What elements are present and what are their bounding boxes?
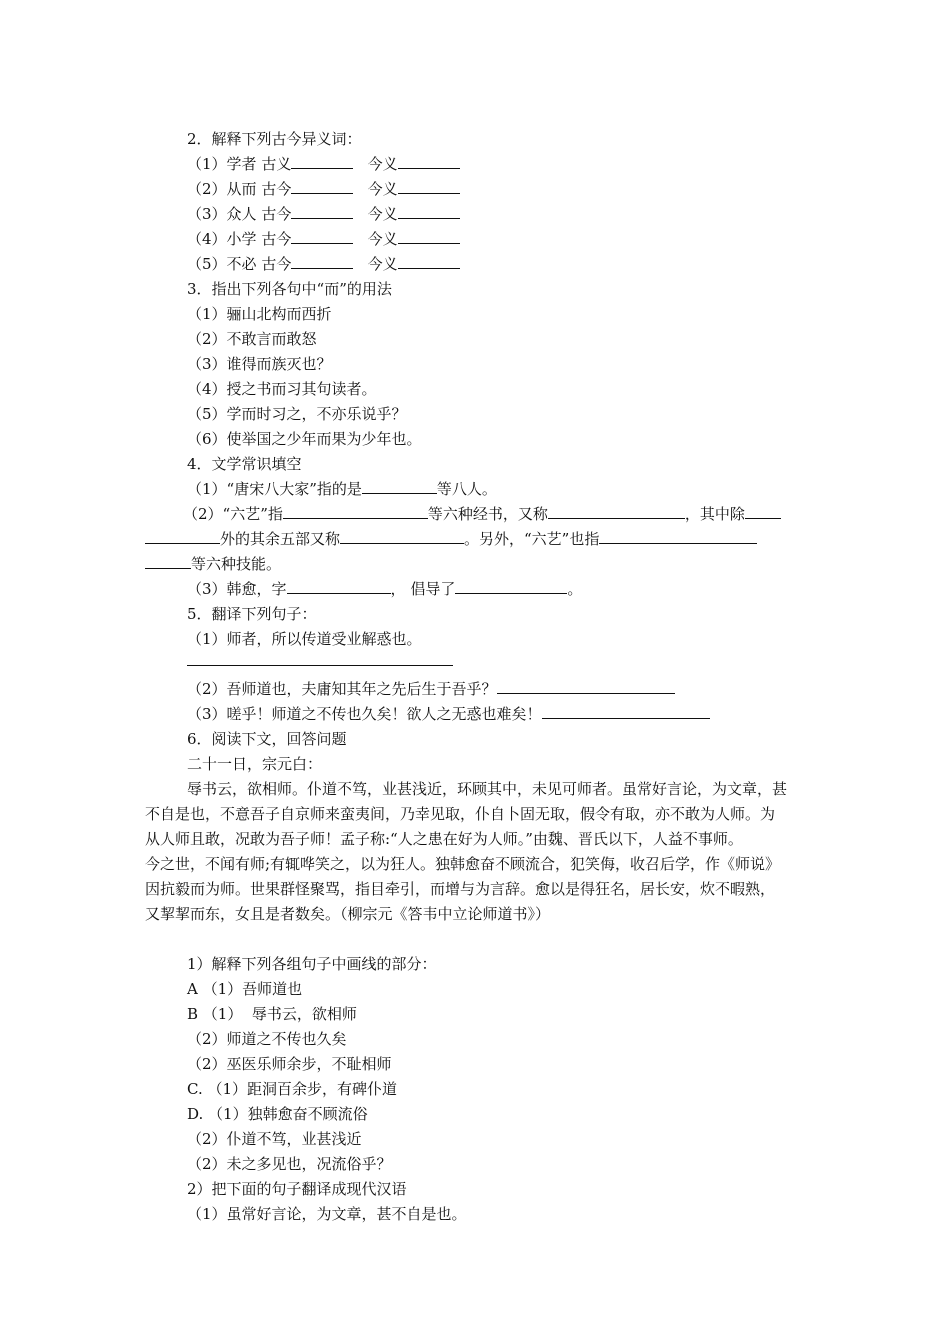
sub1-item: C. （1）距洞百余步，有碑仆道 <box>187 1080 398 1098</box>
q5-title: 5．翻译下列句子： <box>187 605 317 623</box>
q2-item: （4）小学 古今 今义 <box>187 229 460 249</box>
q4-line-3: 外的其余五部又称 。另外，“六艺”也指 <box>145 529 757 549</box>
q5-sentence-1: （1）师者，所以传道受业解惑也。 <box>187 630 422 648</box>
q3-item: （3）谁得而族灭也？ <box>187 355 332 373</box>
passage-line: 辱书云，欲相师。仆道不笃，业甚浅近，环顾其中，未见可师者。虽常好言论，为文章，甚 <box>187 780 788 798</box>
passage-line: 又挈挈而东，女且是者数矣。（柳宗元《答韦中立论师道书》） <box>145 905 551 923</box>
q2-item: （5）不必 古今 今义 <box>187 254 460 274</box>
passage-line: 从人师且敢，况敢为吾子师！孟子称:“人之患在好为人师。”由魏、晋氏以下，人益不事师。 <box>145 830 743 848</box>
passage-line: 不自是也，不意吾子自京师来蛮夷间，乃幸见取，仆自卜固无取，假令有取，亦不敢为人师。为 <box>145 805 776 823</box>
q6-title: 6．阅读下文，回答问题 <box>187 730 347 748</box>
q2-title: 2．解释下列古今异义词： <box>187 130 362 148</box>
q4-title: 4．文学常识填空 <box>187 455 302 473</box>
passage-line: 今之世，不闻有师;有辄哗笑之，以为狂人。独韩愈奋不顾流合，犯笑侮，收召后学，作《师说》 <box>145 855 781 873</box>
sub2-title: 2）把下面的句子翻译成现代汉语 <box>187 1180 407 1198</box>
q4-line-2: （2）“六艺”指 等六种经书，又称 ，其中除 <box>183 504 781 524</box>
sub1-item: （2）巫医乐师余步，不耻相师 <box>187 1055 392 1073</box>
q3-item: （4）授之书而习其句读者。 <box>187 380 377 398</box>
q3-item: （2）不敢言而敢怒 <box>187 330 317 348</box>
q2-item: （1）学者 古义 今义 <box>187 154 460 174</box>
sub1-item: B （1） 辱书云，欲相师 <box>187 1005 357 1023</box>
sub2-item: （1）虽常好言论，为文章，甚不自是也。 <box>187 1205 467 1223</box>
q3-item: （6）使举国之少年而果为少年也。 <box>187 430 422 448</box>
q4-line-4: 等六种技能。 <box>145 554 281 574</box>
sub1-item: （2）未之多见也，况流俗乎？ <box>187 1155 392 1173</box>
sub1-title: 1）解释下列各组句子中画线的部分： <box>187 955 437 973</box>
sub1-item: （2）师道之不传也久矣 <box>187 1030 347 1048</box>
q2-item: （2）从而 古今 今义 <box>187 179 460 199</box>
sub1-item: A （1）吾师道也 <box>187 980 303 998</box>
passage-line: 因抗毅而为师。世果群怪聚骂，指目牵引，而增与为言辞。愈以是得狂名，居长安，炊不暇熟， <box>145 880 776 898</box>
q4-line-1: （1）“唐宋八大家”指的是 等八人。 <box>187 480 497 498</box>
q5-sentence-2: （2）吾师道也，夫庸知其年之先后生于吾乎？ <box>187 679 675 699</box>
q3-item: （1）骊山北构而西折 <box>187 305 332 323</box>
answer-line <box>187 665 453 666</box>
sub1-item: （2）仆道不笃，业甚浅近 <box>187 1130 362 1148</box>
q2-item: （3）众人 古今 今义 <box>187 204 460 224</box>
sub1-item: D. （1）独韩愈奋不顾流俗 <box>187 1105 368 1123</box>
q3-title: 3．指出下列各句中“而”的用法 <box>187 280 392 298</box>
q5-sentence-3: （3）嗟乎！师道之不传也久矣！欲人之无惑也难矣！ <box>187 704 710 724</box>
letter-greeting: 二十一日，宗元白： <box>187 755 323 773</box>
q4-line-5: （3）韩愈，字 ， 倡导了 。 <box>187 580 583 598</box>
q3-item: （5）学而时习之，不亦乐说乎？ <box>187 405 407 423</box>
